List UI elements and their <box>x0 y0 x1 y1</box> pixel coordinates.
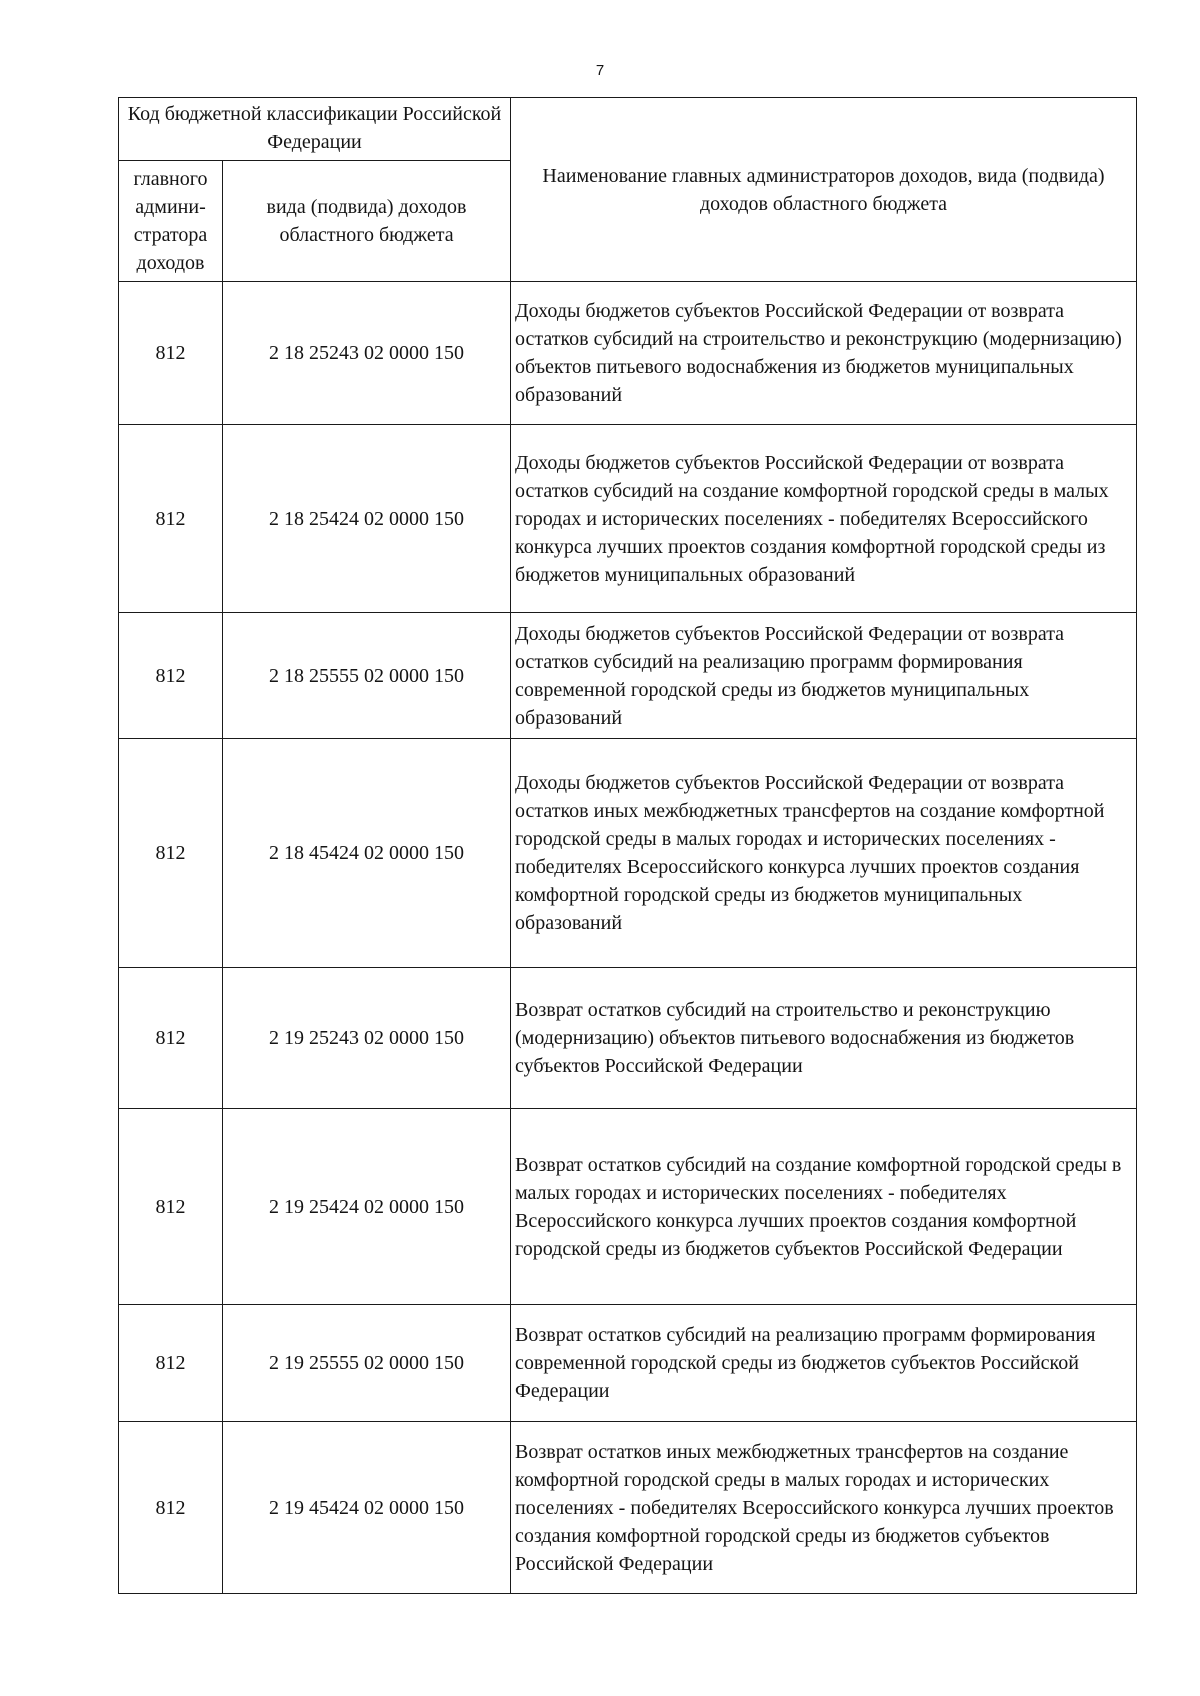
table-row <box>119 1305 1137 1422</box>
income-code-cell: 2 18 25243 02 0000 150 <box>223 282 511 425</box>
table-row <box>119 425 1137 613</box>
header-col-admin: главного админи-стратора доходов <box>119 161 223 282</box>
income-code-cell: 2 18 25424 02 0000 150 <box>223 425 511 613</box>
income-name-cell: Возврат остатков субсидий на строительство и реконструкцию (модернизацию) объектов питьевого водоснабжения из бюджетов субъектов Российской Федерации <box>511 968 1137 1109</box>
admin-code-cell: 812 <box>119 1109 223 1305</box>
income-code-cell: 2 18 45424 02 0000 150 <box>223 739 511 968</box>
header-group-title <box>119 98 511 161</box>
income-name-cell: Доходы бюджетов субъектов Российской Федерации от возврата остатков субсидий на создание комфортной городской среды в малых городах и исторических поселениях - победителях Всероссийского конкурса лучших проектов создания комфортной городской среды из бюджетов муниципальных образований <box>511 425 1137 613</box>
table-row <box>119 1109 1137 1305</box>
income-code-cell: 2 19 25424 02 0000 150 <box>223 1109 511 1305</box>
header-col-type: вида (подвида) доходов областного бюджета <box>223 161 511 282</box>
admin-code-cell: 812 <box>119 1422 223 1594</box>
admin-code-cell: 812 <box>119 1305 223 1422</box>
admin-code-cell: 812 <box>119 613 223 739</box>
admin-code-cell: 812 <box>119 968 223 1109</box>
page-number: 7 <box>595 62 605 79</box>
budget-classification-table <box>118 97 1137 1594</box>
income-code-cell: 2 19 45424 02 0000 150 <box>223 1422 511 1594</box>
admin-code-cell: 812 <box>119 282 223 425</box>
admin-code-cell: 812 <box>119 425 223 613</box>
income-code-cell: 2 19 25243 02 0000 150 <box>223 968 511 1109</box>
table-row <box>119 1422 1137 1594</box>
income-code-cell: 2 18 25555 02 0000 150 <box>223 613 511 739</box>
income-name-cell: Доходы бюджетов субъектов Российской Федерации от возврата остатков субсидий на строительство и реконструкцию (модернизацию) объектов питьевого водоснабжения из бюджетов муниципальных образований <box>511 282 1137 425</box>
table-row <box>119 613 1137 739</box>
income-name-cell: Доходы бюджетов субъектов Российской Федерации от возврата остатков субсидий на реализацию программ формирования современной городской среды из бюджетов муниципальных образований <box>511 613 1137 739</box>
header-group-title-text: Код бюджетной классификации Российской Федерации <box>127 103 502 153</box>
table-row <box>119 968 1137 1109</box>
table-row <box>119 282 1137 425</box>
header-col-name: Наименование главных администраторов доходов, вида (подвида) доходов областного бюджета <box>511 98 1137 282</box>
table-row <box>119 739 1137 968</box>
income-name-cell: Возврат остатков иных межбюджетных трансфертов на создание комфортной городской среды в малых городах и исторических поселениях - победителях Всероссийского конкурса лучших проектов создания комфортной городской среды из бюджетов субъектов Российской Федерации <box>511 1422 1137 1594</box>
income-name-cell: Доходы бюджетов субъектов Российской Федерации от возврата остатков иных межбюджетных трансфертов на создание комфортной городской среды в малых городах и исторических поселениях - победителях Всероссийского конкурса лучших проектов создания комфортной городской среды из бюджетов муниципальных образований <box>511 739 1137 968</box>
income-name-cell: Возврат остатков субсидий на реализацию программ формирования современной городской среды из бюджетов субъектов Российской Федерации <box>511 1305 1137 1422</box>
income-name-cell: Возврат остатков субсидий на создание комфортной городской среды в малых городах и исторических поселениях - победителях Всероссийского конкурса лучших проектов создания комфортной городской среды из бюджетов субъектов Российской Федерации <box>511 1109 1137 1305</box>
income-code-cell: 2 19 25555 02 0000 150 <box>223 1305 511 1422</box>
admin-code-cell: 812 <box>119 739 223 968</box>
header-row-1 <box>119 98 1137 161</box>
